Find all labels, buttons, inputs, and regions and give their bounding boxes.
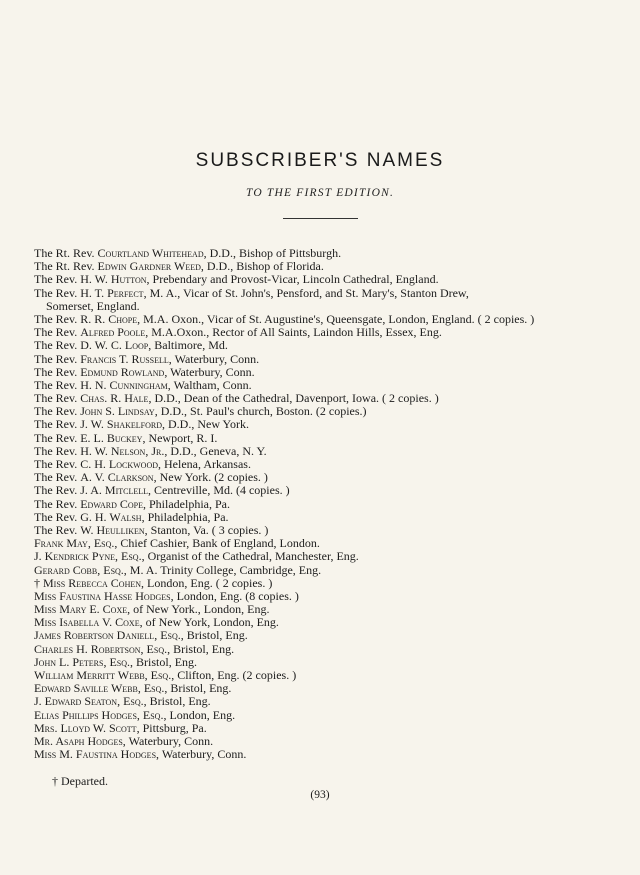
subscriber-name: G. H. Walsh	[80, 509, 142, 524]
subscriber-name: J. Edward Seaton, Esq.	[34, 694, 144, 709]
subscriber-name: Edmund Rowland	[80, 364, 165, 379]
subscriber-details: , D.D., New York.	[162, 417, 250, 432]
subscriber-name: E. L. Buckey	[80, 430, 143, 445]
subscriber-entry	[34, 748, 610, 761]
subscriber-name: Miss Isabella V. Coxe	[34, 615, 140, 630]
subscriber-name: William Merritt Webb, Esq.	[34, 668, 172, 683]
subscriber-details: , New York. (2 copies. )	[153, 470, 268, 485]
subscriber-details: , M.A. Oxon., Vicar of St. Augustine's, Queensgate, London, England. ( 2 copies. )	[137, 311, 535, 326]
subscriber-name: Edward Cope	[80, 496, 143, 511]
subscriber-details: , Bristol, Eng.	[167, 641, 235, 656]
subscriber-name: John S. Lindsay	[80, 404, 155, 419]
subscriber-details: , Newport, R. I.	[142, 430, 218, 445]
subscriber-name: Mrs. Lloyd W. Scott	[34, 720, 137, 735]
subscriber-prefix: The Rev.	[34, 457, 81, 472]
title-divider	[283, 218, 358, 219]
subscriber-details: , D.D., Bishop of Florida.	[200, 259, 324, 274]
subscriber-prefix: The Rt. Rev.	[34, 246, 98, 260]
subscriber-name: Frank May, Esq.	[34, 536, 115, 551]
subscriber-name: R. R. Chope	[80, 311, 138, 326]
subscriber-prefix: The Rev.	[34, 404, 81, 419]
subscriber-name: Gerard Cobb, Esq.	[34, 562, 124, 577]
subscriber-prefix: The Rev.	[34, 351, 81, 366]
subscriber-name: James Robertson Daniell, Esq.	[34, 628, 181, 643]
subscriber-name: Miss Faustina Hasse Hodges	[34, 588, 171, 603]
subscriber-name: C. H. Lockwood	[80, 457, 158, 472]
subscriber-prefix: The Rev.	[34, 522, 81, 537]
subscriber-prefix: The Rev.	[34, 430, 81, 445]
subscriber-name: J. A. Mitclell	[80, 483, 148, 498]
subscriber-details: , Helena, Arkansas.	[158, 457, 251, 472]
subscriber-prefix: The Rev.	[34, 364, 81, 379]
subscriber-prefix: The Rev.	[34, 377, 81, 392]
subscriber-prefix: The Rev.	[34, 509, 81, 524]
subscriber-details: , Clifton, Eng. (2 copies. )	[171, 668, 297, 683]
subscriber-details: , London, Eng. (8 copies. )	[170, 588, 299, 603]
subscriber-name: Elias Phillips Hodges, Esq.	[34, 707, 164, 722]
subscriber-name: H. T. Perfect	[80, 285, 144, 300]
subscriber-details: , D.D., Dean of the Cathedral, Davenport, Iowa. ( 2 copies. )	[148, 391, 439, 406]
subscriber-name: Miss Mary E. Coxe	[34, 602, 128, 617]
page-number: (93)	[310, 789, 330, 801]
subscriber-details: , M. A. Trinity College, Cambridge, Eng.	[123, 562, 322, 577]
subscriber-details: , D.D., Bishop of Pittsburgh.	[203, 246, 342, 260]
subscriber-details: , Centreville, Md. (4 copies. )	[148, 483, 290, 498]
subscriber-details-continued: Somerset, England.	[46, 298, 140, 313]
subscriber-prefix: The Rev.	[34, 417, 81, 432]
subscriber-prefix: The Rev.	[34, 272, 81, 287]
subscriber-name: J. Kendrick Pyne, Esq.	[34, 549, 142, 564]
subscriber-details: , London, Eng.	[163, 707, 236, 722]
page-subtitle: TO THE FIRST EDITION.	[245, 187, 395, 199]
subscriber-name: J. W. Shakelford	[80, 417, 163, 432]
subscriber-name: A. V. Clarkson	[80, 470, 154, 485]
subscriber-details: , Prebendary and Provost-Vicar, Lincoln Cathedral, England.	[146, 272, 439, 287]
subscriber-details: , D.D., Geneva, N. Y.	[164, 443, 267, 458]
subscriber-details: , Chief Cashier, Bank of England, London.	[114, 536, 320, 551]
subscriber-name: W. Heulliken	[80, 522, 145, 537]
subscriber-name: Chas. R. Hale	[80, 391, 149, 406]
subscriber-details: , Organist of the Cathedral, Manchester, Eng.	[141, 549, 359, 564]
subscriber-details: , Bristol, Eng.	[164, 681, 232, 696]
subscriber-name: John L. Peters, Esq.	[34, 654, 131, 669]
subscriber-name: Mr. Asaph Hodges	[34, 733, 123, 748]
subscriber-prefix: The Rev.	[34, 483, 81, 498]
subscriber-details: , Philadelphia, Pa.	[143, 496, 230, 511]
subscriber-name: D. W. C. Loop	[80, 338, 149, 353]
subscriber-prefix: †	[34, 575, 43, 590]
subscriber-details: , Waterbury, Conn.	[164, 364, 255, 379]
subscriber-prefix: The Rev.	[34, 496, 81, 511]
subscriber-name: Courtland Whitehead	[97, 246, 204, 260]
subscriber-prefix: The Rev.	[34, 443, 81, 458]
subscriber-details: , London, Eng. ( 2 copies. )	[141, 575, 273, 590]
subscriber-details: , Waterbury, Conn.	[156, 747, 247, 762]
subscriber-details: , Bristol, Eng.	[180, 628, 248, 643]
subscriber-details: , Bristol, Eng.	[143, 694, 211, 709]
subscriber-prefix: The Rt. Rev.	[34, 259, 98, 274]
subscriber-name: Alfred Poole	[80, 325, 146, 340]
subscriber-name: H. W. Nelson, Jr.	[80, 443, 165, 458]
subscriber-details: , Waltham, Conn.	[167, 377, 252, 392]
subscriber-name: H. W. Hutton	[80, 272, 147, 287]
subscriber-details: , D.D., St. Paul's church, Boston. (2 copies.)	[154, 404, 367, 419]
subscriber-details: , Baltimore, Md.	[148, 338, 228, 353]
subscriber-entry	[34, 287, 610, 313]
subscriber-details: , M.A.Oxon., Rector of All Saints, Laindon Hills, Essex, Eng.	[145, 325, 442, 340]
subscriber-name: Edwin Gardner Weed	[97, 259, 201, 274]
subscriber-name: Charles H. Robertson, Esq.	[34, 641, 168, 656]
subscriber-prefix: The Rev.	[34, 470, 81, 485]
subscriber-details: , Waterbury, Conn.	[122, 733, 214, 748]
subscriber-name: Miss M. Faustina Hodges	[34, 747, 157, 762]
subscriber-prefix: The Rev.	[34, 311, 81, 326]
subscriber-details: , Stanton, Va. ( 3 copies. )	[144, 522, 269, 537]
footnote: † Departed.	[52, 774, 108, 788]
subscriber-name: H. N. Cunningham	[80, 377, 168, 392]
subscriber-details: , of New York., London, Eng.	[127, 602, 270, 617]
subscriber-details: , Pittsburg, Pa.	[136, 720, 207, 735]
subscriber-details: , Bristol, Eng.	[130, 654, 198, 669]
subscriber-details: , M. A., Vicar of St. John's, Pensford, and St. Mary's, Stanton Drew,	[143, 285, 469, 300]
subscriber-details: , Philadelphia, Pa.	[141, 509, 229, 524]
subscriber-prefix: The Rev.	[34, 338, 81, 353]
subscriber-name: Francis T. Russell	[80, 351, 169, 366]
page-title: SUBSCRIBER'S NAMES	[195, 150, 445, 171]
subscriber-name: Edward Saville Webb, Esq.	[34, 681, 165, 696]
subscriber-details: , of New York, London, Eng.	[139, 615, 279, 630]
subscriber-prefix: The Rev.	[34, 325, 81, 340]
subscriber-name: Miss Rebecca Cohen	[43, 575, 142, 590]
subscriber-details: , Waterbury, Conn.	[168, 351, 260, 366]
subscriber-prefix: The Rev.	[34, 391, 81, 406]
subscriber-prefix: The Rev.	[34, 285, 81, 300]
subscriber-list	[34, 247, 610, 761]
